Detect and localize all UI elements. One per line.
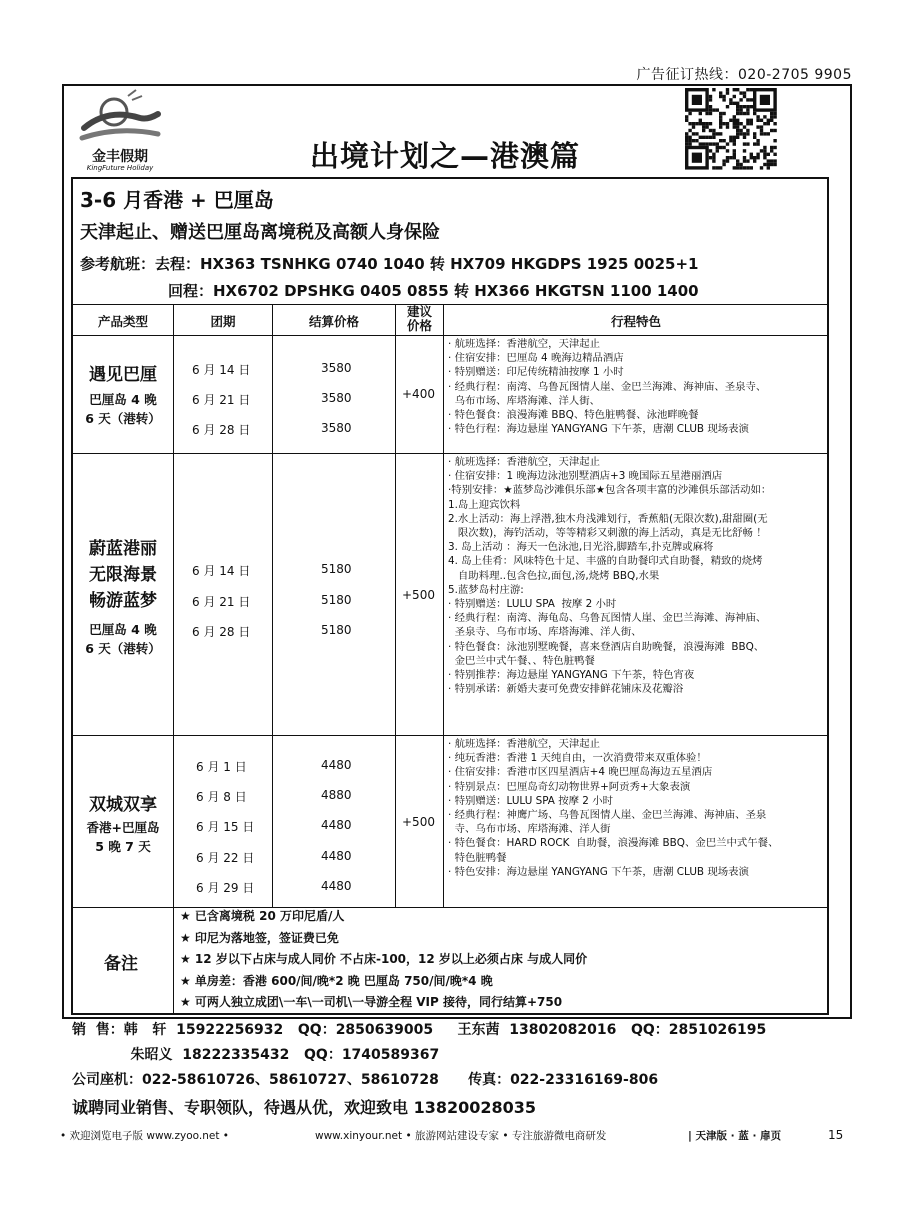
- date-2-1: 6 月 14 日: [192, 564, 251, 578]
- header-features: 行程特色: [610, 314, 661, 329]
- date-3-3: 6 月 15 日: [196, 820, 255, 834]
- header-dates: 团期: [210, 314, 236, 329]
- price-1-1: 3580: [321, 361, 352, 375]
- product-sub-3b: 5 晚 7 天: [95, 839, 151, 854]
- product-sub-1b: 6 天（港转）: [85, 411, 161, 426]
- product-name-2: [73, 536, 173, 614]
- footer-website-left: • 欢迎浏览电子版 www.zyoo.net •: [60, 1130, 229, 1142]
- feature-line: · 住宿安排：巴厘岛 4 晚海边精品酒店: [448, 352, 624, 365]
- feature-line: 圣泉寺、乌布市场、库塔海滩、洋人街、: [448, 626, 642, 639]
- note-item-4: ★ 单房差：香港 600/间/晚*2 晚 巴厘岛 750/间/晚*4 晚: [180, 973, 493, 988]
- product-sub-2b: 6 天（港转）: [85, 641, 161, 656]
- footer-edition: | 天津版 · 蓝 · 扉页: [688, 1130, 782, 1142]
- qr-code-icon: [685, 88, 777, 170]
- feature-line: · 住宿安排：香港市区四星酒店+4 晚巴厘岛海边五星酒店: [448, 766, 713, 779]
- feature-line: · 经典行程：南湾、乌鲁瓦图情人崖、金巴兰海滩、海神庙、圣泉寺、: [448, 380, 767, 393]
- company-logo: [70, 88, 170, 174]
- features-1: [448, 337, 766, 436]
- notes-list: [180, 906, 587, 1014]
- feature-line: · 特色安排：海边悬崖 YANGYANG 下午茶，唐潮 CLUB 现场表演: [448, 865, 749, 878]
- feature-line: · 经典行程：南湾、海龟岛、乌鲁瓦图情人崖、金巴兰海滩、海神庙、: [448, 612, 767, 625]
- feature-line: 乌布市场、库塔海滩、洋人街、: [448, 394, 601, 407]
- sales-contact-2: 朱昭义 18222335432 QQ：1740589367: [72, 1047, 440, 1063]
- price-2-2: 5180: [321, 593, 352, 607]
- notes-divider: [173, 907, 174, 1014]
- product-name-3: 双城双享: [89, 795, 157, 815]
- product-name-1: 遇见巴厘: [89, 365, 157, 385]
- feature-line: 寺、乌布市场、库塔海滩、洋人街: [448, 823, 611, 836]
- feature-line: · 特别推荐：海边悬崖 YANGYANG 下午茶，特色宵夜: [448, 669, 695, 682]
- feature-line: · 航班选择：香港航空，天津起止: [448, 456, 601, 468]
- header-settle-price: 结算价格: [308, 314, 359, 329]
- note-item-1: ★ 已含离境税 20 万印尼盾/人: [180, 909, 345, 923]
- features-3: [448, 737, 778, 879]
- table-top-border: [72, 304, 828, 305]
- suggest-price-2: +500: [402, 588, 435, 602]
- feature-line: · 纯玩香港：香港 1 天纯自由，一次消费带来双重体验！: [448, 752, 707, 765]
- logo-name: 金丰假期: [92, 149, 148, 165]
- date-3-4: 6 月 22 日: [196, 851, 255, 865]
- date-2-3: 6 月 28 日: [192, 625, 251, 639]
- feature-line: 3. 岛上活动 ：海天一色泳池,日光浴,脚踏车,扑克牌或麻将: [448, 541, 714, 554]
- feature-line: 4. 岛上佳肴：风味特色十足、丰盛的自助餐印式自助餐，精致的烧烤: [448, 555, 763, 568]
- sales-contact-1: 销 售：韩 轩 15922256932 QQ：2850639005 王东茜 13802082016 QQ：2851026195: [72, 1022, 767, 1038]
- suggest-price-1: +400: [402, 387, 435, 401]
- logo-mark-icon: [78, 88, 162, 146]
- product-name-2a: 蔚蓝港丽: [89, 539, 157, 559]
- price-3-5: 4480: [321, 879, 352, 893]
- note-item-3: ★ 12 岁以下占床与成人同价 不占床-100，12 岁以上必须占床 与成人同价: [180, 952, 588, 966]
- product-sub-2a: 巴厘岛 4 晚: [89, 622, 157, 637]
- feature-line: 2.水上活动：海上浮潜,独木舟浅滩划行，香蕉船(无限次数),甜甜圈(无: [448, 512, 768, 525]
- feature-line: · 特色餐食：HARD ROCK 自助餐，浪漫海滩 BBQ、金巴兰中式午餐、: [448, 837, 779, 850]
- price-2-1: 5180: [321, 562, 352, 576]
- feature-line: · 特别赠送：印尼传统精油按摩 1 小时: [448, 366, 624, 379]
- date-1-3: 6 月 28 日: [192, 423, 251, 437]
- feature-line: 5.蓝梦岛村庄游:: [448, 583, 524, 596]
- product-name-2b: 无限海景: [89, 565, 157, 585]
- feature-line: 金巴兰中式午餐、、特色脏鸭餐: [448, 654, 595, 667]
- price-1-2: 3580: [321, 391, 352, 405]
- flight-outbound: 参考航班：去程：HX363 TSNHKG 0740 1040 转 HX709 HKGDPS 1925 0025+1: [80, 255, 699, 273]
- feature-line: · 航班选择：香港航空，天津起止: [448, 338, 601, 350]
- feature-line: · 特别景点：巴厘岛奇幻动物世界+阿贡秀+大象表演: [448, 780, 691, 793]
- feature-line: · 特别赠送：LULU SPA 按摩 2 小时: [448, 598, 617, 611]
- price-3-2: 4880: [321, 788, 352, 802]
- feature-line: · 住宿安排：1 晚海边泳池别墅酒店+3 晚国际五星港丽酒店: [448, 470, 723, 483]
- header-suggest-price: 建议 价格: [406, 304, 432, 333]
- feature-line: · 特别承诺：新婚夫妻可免费安排鲜花铺床及花瓣浴: [448, 683, 684, 696]
- features-2: [448, 455, 771, 696]
- price-3-4: 4480: [321, 849, 352, 863]
- tour-title: 3-6 月香港 + 巴厘岛: [80, 188, 274, 212]
- feature-line: · 特色行程：海边悬崖 YANGYANG 下午茶，唐潮 CLUB 现场表演: [448, 423, 749, 436]
- row-divider-2: [72, 735, 828, 736]
- date-1-1: 6 月 14 日: [192, 363, 251, 377]
- date-3-1: 6 月 1 日: [196, 760, 247, 774]
- notes-title: 备注: [104, 954, 138, 974]
- header-product-type: 产品类型: [97, 314, 148, 329]
- feature-line: · 特别赠送：LULU SPA 按摩 2 小时: [448, 794, 613, 807]
- col-divider-2: [272, 304, 273, 907]
- feature-line: · 特色餐食：泳池别墅晚餐，喜来登酒店自助晚餐，浪漫海滩 BBQ、: [448, 640, 765, 653]
- flight-return: 回程：HX6702 DPSHKG 0405 0855 转 HX366 HKGTSN 1100 1400: [168, 282, 699, 300]
- date-3-2: 6 月 8 日: [196, 790, 247, 804]
- suggest-price-3: +500: [402, 815, 435, 829]
- ad-hotline: 广告征订热线：020-2705 9905: [636, 67, 852, 83]
- note-item-2: ★ 印尼为落地签，签证费已免: [180, 930, 339, 945]
- price-1-3: 3580: [321, 421, 352, 435]
- feature-line: ·特别安排：★蓝梦岛沙滩俱乐部★包含各项丰富的沙滩俱乐部活动如：: [448, 484, 772, 497]
- product-name-2c: 畅游蓝梦: [89, 591, 157, 611]
- feature-line: · 航班选择：香港航空，天津起止: [448, 738, 601, 750]
- product-sub-3a: 香港+巴厘岛: [86, 820, 160, 835]
- feature-line: 1.岛上迎宾饮料: [448, 498, 521, 511]
- col-divider-3: [395, 304, 396, 907]
- row-divider-1: [72, 453, 828, 454]
- date-1-2: 6 月 21 日: [192, 393, 251, 407]
- page-number: 15: [828, 1128, 844, 1142]
- price-3-1: 4480: [321, 758, 352, 772]
- feature-line: · 特色餐食：浪漫海滩 BBQ、特色脏鸭餐、泳池畔晚餐: [448, 409, 699, 422]
- col-divider-1: [173, 304, 174, 907]
- footer-website-mid: www.xinyour.net • 旅游网站建设专家 • 专注旅游微电商研发: [315, 1130, 607, 1142]
- company-phone: 公司座机：022-58610726、58610727、58610728 传真：022-23316169-806: [72, 1072, 659, 1088]
- feature-line: 自助料理..包含色拉,面包,汤,烧烤 BBQ,水果: [448, 569, 660, 582]
- price-2-3: 5180: [321, 623, 352, 637]
- feature-line: 限次数)，海钓活动，等等精彩又刺激的海上活动，真是无比舒畅 ！: [448, 527, 767, 540]
- note-item-5: ★ 可两人独立成团\一车\一司机\一导游全程 VIP 接待，同行结算+750: [180, 995, 563, 1009]
- table-header-border: [72, 335, 828, 336]
- product-sub-1a: 巴厘岛 4 晚: [89, 392, 157, 407]
- date-2-2: 6 月 21 日: [192, 595, 251, 609]
- date-3-5: 6 月 29 日: [196, 881, 255, 895]
- col-divider-4: [443, 304, 444, 907]
- page-title: 出境计划之—港澳篇: [310, 139, 581, 173]
- logo-english-name: KingFuture Holiday: [86, 164, 154, 172]
- tour-subtitle: 天津起止、赠送巴厘岛离境税及高额人身保险: [80, 222, 440, 243]
- feature-line: · 经典行程：神鹰广场、乌鲁瓦图情人崖、金巴兰海滩、海神庙、圣泉: [448, 809, 767, 822]
- price-3-3: 4480: [321, 818, 352, 832]
- recruitment-line: 诚聘同业销售、专职领队，待遇从优，欢迎致电 13820028035: [72, 1098, 537, 1117]
- feature-line: 特色脏鸭餐: [448, 851, 507, 864]
